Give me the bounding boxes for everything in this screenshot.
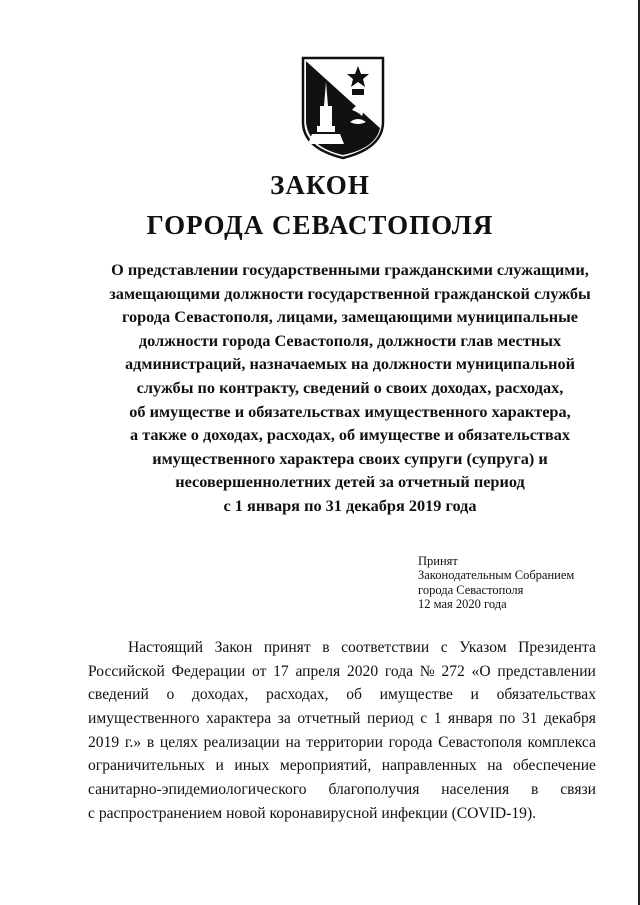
body-word: о	[166, 686, 175, 704]
adoption-line: города Севастополя	[418, 582, 524, 597]
body-word: Севастополя	[438, 733, 522, 751]
body-line	[88, 754, 596, 778]
body-word: за	[277, 710, 291, 728]
body-word: об	[346, 686, 362, 704]
body-line	[88, 731, 596, 755]
body-word: сведений	[88, 686, 149, 704]
body-word: соответствии	[341, 639, 430, 656]
body-word: населения	[441, 781, 510, 799]
body-line	[88, 802, 596, 826]
adoption-line: Законодательным Собранием	[418, 568, 575, 583]
body-word: связи	[560, 781, 596, 799]
body-word: имуществе	[379, 686, 453, 704]
adoption-note	[418, 554, 574, 611]
subject-line: службы по контракту, сведений о своих доходах, расходах,	[136, 377, 564, 397]
body-word: отчетный	[297, 710, 361, 728]
body-word: 2020	[346, 662, 379, 680]
body-word: по	[499, 710, 516, 728]
body-word: Федерации	[171, 662, 246, 680]
body-word: направленных	[381, 757, 477, 775]
body-word: доходах,	[191, 686, 249, 704]
body-word: в	[531, 781, 539, 799]
subject-line: должности города Севастополя, должности глав местных	[138, 330, 562, 350]
body-word: 17	[273, 662, 289, 680]
body-word: января	[448, 710, 493, 728]
body-word: характера	[206, 710, 272, 728]
body-word: на	[487, 757, 503, 775]
subject-line: администраций, назначаемых на должности муниципальной	[125, 354, 575, 374]
body-word: №	[419, 662, 435, 680]
body-word: с	[440, 639, 448, 656]
body-word: период	[367, 710, 414, 728]
body-word: и	[215, 757, 224, 775]
body-word: обеспечение	[512, 757, 596, 775]
body-word: санитарно-эпидемиологического	[88, 781, 307, 799]
body-word: на	[285, 733, 301, 751]
law-title: ЗАКОН	[270, 170, 370, 200]
body-word: принят	[263, 639, 311, 656]
body-word: декабря	[543, 710, 596, 728]
body-word: иных	[234, 757, 270, 775]
adoption-date: 12 мая 2020 года	[418, 596, 507, 611]
law-issuer-title: ГОРОДА СЕВАСТОПОЛЯ	[146, 210, 494, 240]
body-word: мероприятий,	[279, 757, 372, 775]
subject-line: с 1 января по 31 декабря 2019 года	[223, 495, 477, 515]
body-word: реализации	[203, 733, 280, 751]
body-word: Президента	[518, 639, 596, 656]
subject-line: О представлении государственными гражданскими служащими,	[111, 260, 589, 279]
body-word: с	[420, 710, 428, 728]
law-body-paragraph	[88, 636, 596, 826]
subject-line: замещающими должности государственной гражданской службы	[109, 283, 591, 303]
body-word: в	[146, 733, 155, 751]
body-line	[88, 636, 596, 660]
body-word: Указом	[459, 639, 507, 656]
body-word: 272	[441, 662, 465, 680]
body-word: благополучия	[328, 781, 420, 799]
body-word: 31	[521, 710, 538, 728]
body-line	[88, 683, 596, 707]
body-word: Настоящий	[128, 639, 204, 656]
body-word: обязательствах	[496, 686, 596, 704]
body-word: и	[470, 686, 479, 704]
body-word: апреля	[295, 662, 341, 680]
body-word: ограничительных	[88, 757, 206, 775]
body-line	[88, 707, 596, 731]
body-word: имущественного	[88, 710, 200, 728]
body-word: представлении	[497, 662, 596, 680]
body-word: целях	[159, 733, 198, 751]
body-word: 1	[433, 710, 442, 728]
body-word: расходах,	[266, 686, 329, 704]
subject-line: об имуществе и обязательствах имущественного характера,	[129, 401, 571, 421]
body-word: 2019	[88, 733, 120, 751]
sevastopol-coat-of-arms	[300, 56, 386, 160]
body-line	[88, 778, 596, 802]
law-subject-heading	[80, 258, 620, 518]
body-word: Российской	[88, 662, 165, 680]
subject-line: а также о доходах, расходах, об имуществе и обязательствах	[129, 425, 570, 445]
body-word: г.»	[124, 733, 142, 751]
adoption-line: Принят	[418, 554, 458, 568]
body-word: города	[388, 733, 433, 751]
subject-line: несовершеннолетних детей за отчетный период	[175, 472, 525, 492]
body-word: комплекса	[527, 733, 596, 751]
body-word: Закон	[214, 639, 253, 656]
body-word: года	[384, 662, 414, 680]
subject-line: имущественного характера своих супруги (супруга) и	[152, 448, 548, 468]
body-line	[88, 660, 596, 684]
body-word: территории	[306, 733, 383, 751]
body-word: «О	[471, 662, 491, 680]
subject-line: города Севастополя, лицами, замещающими муниципальные	[121, 307, 579, 327]
body-word: в	[322, 639, 330, 656]
body-word: с распространением новой коронавирусной инфекции (COVID-19).	[88, 804, 537, 822]
body-word: от	[251, 662, 267, 680]
